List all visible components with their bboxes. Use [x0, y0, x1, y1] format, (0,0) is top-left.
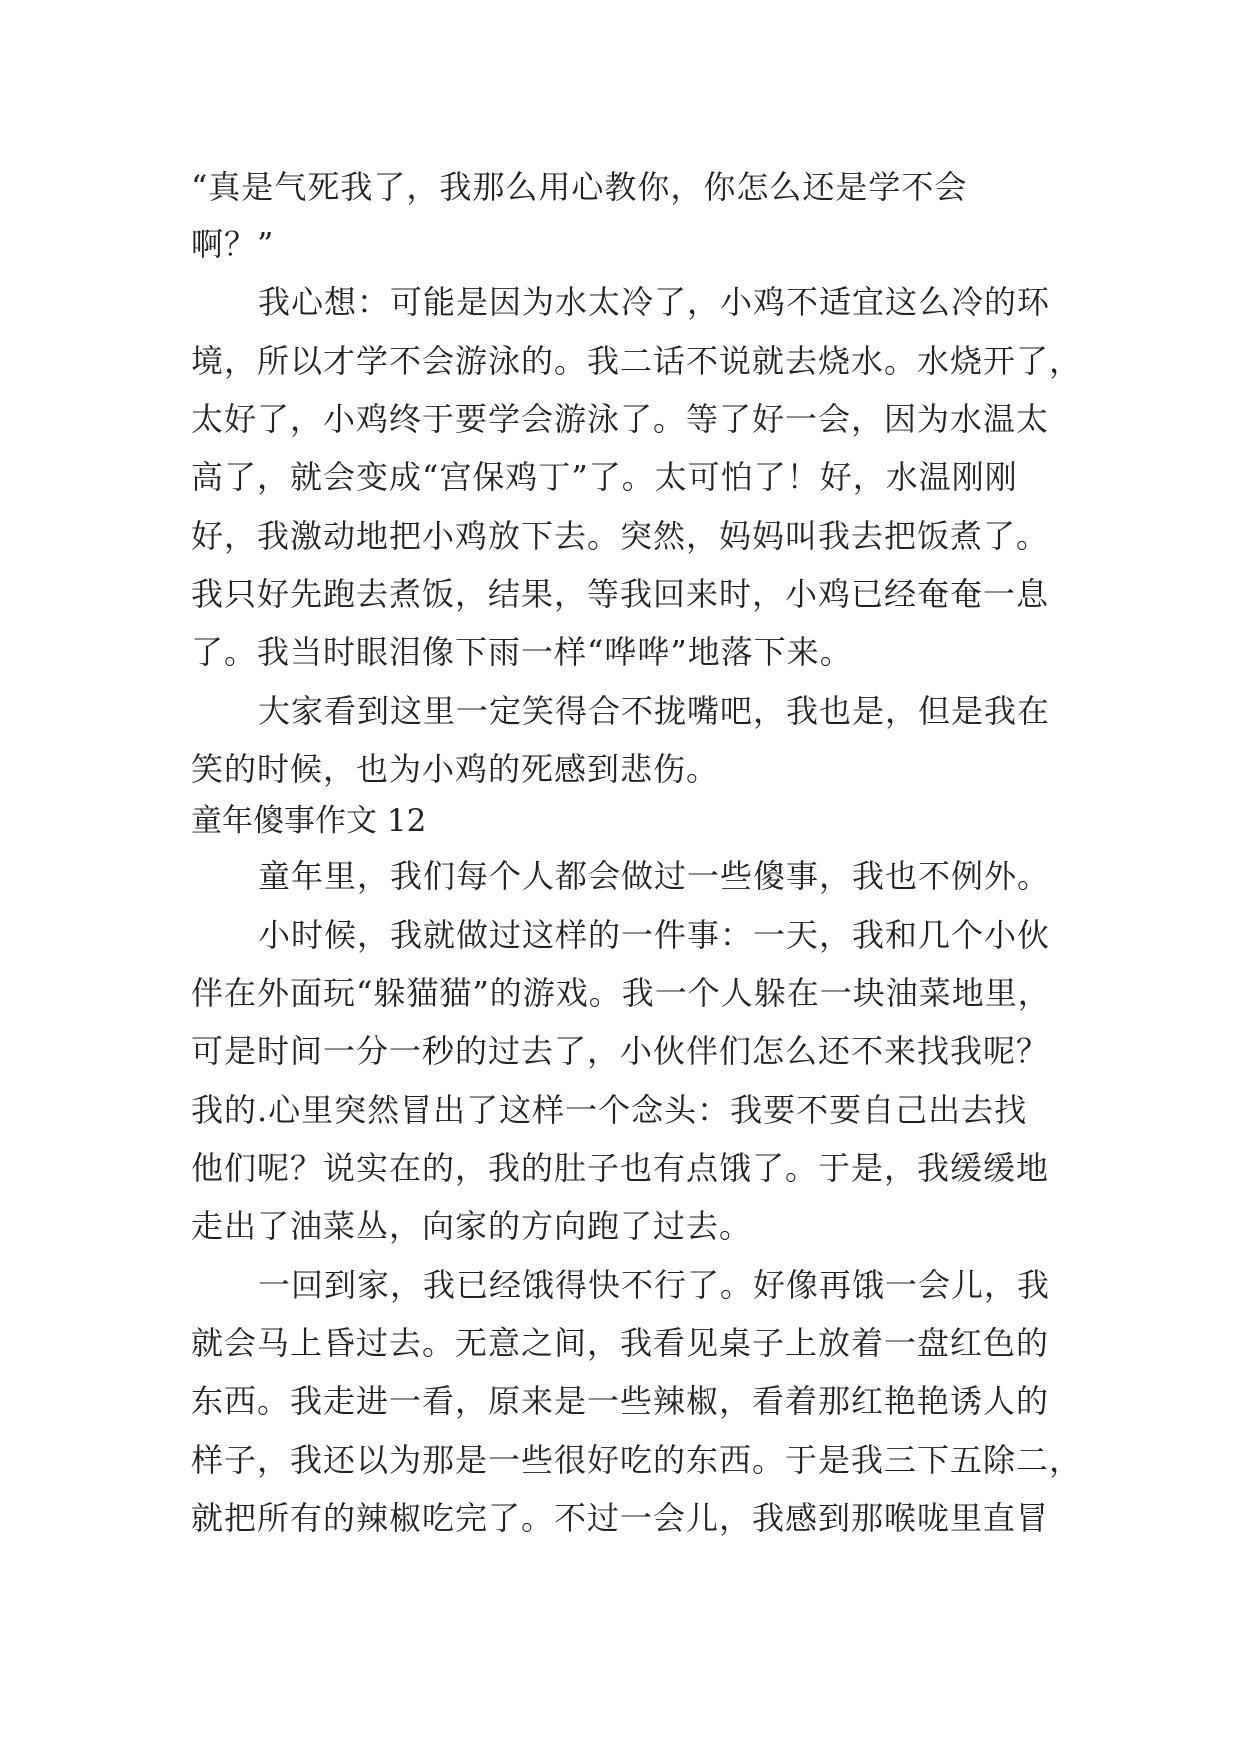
- text-line: 我的.心里突然冒出了这样一个念头：我要不要自己出去找: [191, 1091, 1028, 1129]
- text-line: 样子，我还以为那是一些很好吃的东西。于是我三下五除二，: [191, 1441, 1083, 1479]
- paragraph-start-line: 一回到家，我已经饿得快不行了。好像再饿一会儿，我: [258, 1266, 1051, 1304]
- text-line: 啊？”: [191, 225, 275, 263]
- text-line: 我只好先跑去煮饭，结果，等我回来时，小鸡已经奄奄一息: [191, 575, 1050, 613]
- text-line: 可是时间一分一秒的过去了，小伙伴们怎么还不来找我呢？: [191, 1032, 1050, 1070]
- section-heading: 童年傻事作文 12: [191, 803, 427, 839]
- text-line: 走出了油菜丛，向家的方向跑了过去。: [191, 1207, 753, 1245]
- text-line: 伴在外面玩“躲猫猫”的游戏。我一个人躲在一块油菜地里，: [191, 974, 1051, 1012]
- text-line: 高了，就会变成“宫保鸡丁”了。太可怕了！好，水温刚刚: [191, 458, 1018, 496]
- text-line: 了。我当时眼泪像下雨一样“哗哗”地落下来。: [191, 633, 853, 671]
- text-line: 好，我激动地把小鸡放下去。突然，妈妈叫我去把饭煮了。: [191, 517, 1050, 555]
- paragraph-start-line: 童年里，我们每个人都会做过一些傻事，我也不例外。: [258, 857, 1051, 895]
- text-line: 他们呢？说实在的，我的肚子也有点饿了。于是，我缓缓地: [191, 1149, 1050, 1187]
- text-line: 东西。我走进一看，原来是一些辣椒，看着那红艳艳诱人的: [191, 1382, 1050, 1420]
- paragraph-start-line: 我心想：可能是因为水太冷了，小鸡不适宜这么冷的环: [258, 283, 1051, 321]
- text-line: 境，所以才学不会游泳的。我二话不说就去烧水。水烧开了，: [191, 342, 1083, 380]
- text-line: 就会马上昏过去。无意之间，我看见桌子上放着一盘红色的: [191, 1324, 1050, 1362]
- paragraph-start-line: 大家看到这里一定笑得合不拢嘴吧，我也是，但是我在: [258, 692, 1051, 730]
- text-line: 太好了，小鸡终于要学会游泳了。等了好一会，因为水温太: [191, 400, 1050, 438]
- text-line: 就把所有的辣椒吃完了。不过一会儿，我感到那喉咙里直冒: [191, 1499, 1050, 1537]
- text-line: “真是气死我了，我那么用心教你，你怎么还是学不会: [191, 168, 968, 206]
- text-line: 笑的时候，也为小鸡的死感到悲伤。: [191, 750, 720, 788]
- paragraph-start-line: 小时候，我就做过这样的一件事：一天，我和几个小伙: [258, 916, 1051, 954]
